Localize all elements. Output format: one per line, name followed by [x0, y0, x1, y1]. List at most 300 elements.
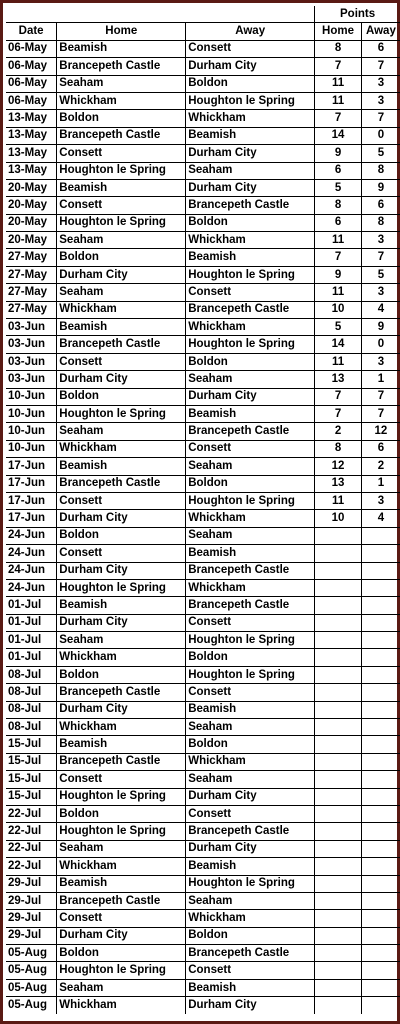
cell-points-away — [361, 927, 400, 944]
cell-points-away — [361, 701, 400, 718]
cell-points-home: 14 — [315, 336, 362, 353]
cell-date: 01-Jul — [6, 632, 57, 649]
cell-points-away — [361, 736, 400, 753]
cell-away-team: Consett — [186, 805, 315, 822]
cell-date: 24-Jun — [6, 579, 57, 596]
cell-points-away — [361, 997, 400, 1014]
table-row — [6, 197, 400, 214]
cell-away-team: Boldon — [186, 75, 315, 92]
cell-away-team: Durham City — [186, 388, 315, 405]
cell-away-team: Beamish — [186, 249, 315, 266]
cell-points-home — [315, 736, 362, 753]
cell-home-team: Brancepeth Castle — [57, 127, 186, 144]
table-row — [6, 997, 400, 1014]
cell-points-away — [361, 719, 400, 736]
cell-away-team: Consett — [186, 684, 315, 701]
cell-points-away: 3 — [361, 92, 400, 109]
cell-away-team: Durham City — [186, 997, 315, 1014]
cell-home-team: Boldon — [57, 945, 186, 962]
cell-home-team: Beamish — [57, 736, 186, 753]
cell-points-away: 1 — [361, 371, 400, 388]
cell-home-team: Seaham — [57, 632, 186, 649]
cell-away-team: Houghton le Spring — [186, 92, 315, 109]
cell-home-team: Seaham — [57, 423, 186, 440]
cell-points-away — [361, 545, 400, 562]
cell-points-home: 5 — [315, 179, 362, 196]
cell-points-home — [315, 840, 362, 857]
cell-points-home — [315, 597, 362, 614]
table-row — [6, 788, 400, 805]
table-row — [6, 458, 400, 475]
cell-away-team: Durham City — [186, 840, 315, 857]
cell-points-home: 9 — [315, 145, 362, 162]
cell-home-team: Houghton le Spring — [57, 162, 186, 179]
cell-away-team: Beamish — [186, 979, 315, 996]
table-row — [6, 319, 400, 336]
cell-home-team: Consett — [57, 353, 186, 370]
cell-points-home — [315, 614, 362, 631]
cell-points-home: 12 — [315, 458, 362, 475]
header-spacer-home — [57, 6, 186, 23]
cell-date: 03-Jun — [6, 319, 57, 336]
cell-points-home: 14 — [315, 127, 362, 144]
cell-points-away — [361, 805, 400, 822]
table-row — [6, 649, 400, 666]
cell-date: 06-May — [6, 75, 57, 92]
cell-points-home: 7 — [315, 249, 362, 266]
cell-date: 27-May — [6, 266, 57, 283]
cell-date: 15-Jul — [6, 753, 57, 770]
cell-date: 15-Jul — [6, 788, 57, 805]
cell-home-team: Consett — [57, 145, 186, 162]
cell-points-away — [361, 962, 400, 979]
cell-points-away — [361, 649, 400, 666]
table-row — [6, 840, 400, 857]
cell-home-team: Brancepeth Castle — [57, 684, 186, 701]
cell-points-home — [315, 719, 362, 736]
table-row — [6, 927, 400, 944]
cell-home-team: Seaham — [57, 232, 186, 249]
cell-points-away: 4 — [361, 301, 400, 318]
table-row — [6, 492, 400, 509]
cell-points-away: 6 — [361, 40, 400, 57]
cell-date: 24-Jun — [6, 545, 57, 562]
cell-points-away: 6 — [361, 440, 400, 457]
cell-away-team: Whickham — [186, 753, 315, 770]
cell-points-away: 7 — [361, 405, 400, 422]
cell-points-away — [361, 979, 400, 996]
cell-points-away — [361, 840, 400, 857]
cell-home-team: Consett — [57, 492, 186, 509]
cell-date: 20-May — [6, 197, 57, 214]
cell-points-away: 3 — [361, 353, 400, 370]
table-row — [6, 179, 400, 196]
cell-points-home — [315, 910, 362, 927]
cell-away-team: Durham City — [186, 179, 315, 196]
table-row — [6, 632, 400, 649]
cell-date: 22-Jul — [6, 858, 57, 875]
cell-points-away: 0 — [361, 336, 400, 353]
cell-away-team: Boldon — [186, 353, 315, 370]
cell-away-team: Beamish — [186, 127, 315, 144]
cell-away-team: Houghton le Spring — [186, 266, 315, 283]
table-row — [6, 40, 400, 57]
cell-points-home — [315, 927, 362, 944]
table-row — [6, 440, 400, 457]
cell-points-away: 8 — [361, 162, 400, 179]
cell-date: 13-May — [6, 110, 57, 127]
table-row — [6, 127, 400, 144]
cell-home-team: Durham City — [57, 266, 186, 283]
table-row — [6, 614, 400, 631]
cell-points-home: 11 — [315, 75, 362, 92]
cell-points-away — [361, 945, 400, 962]
cell-home-team: Durham City — [57, 510, 186, 527]
cell-date: 03-Jun — [6, 336, 57, 353]
cell-points-away: 7 — [361, 249, 400, 266]
cell-points-away: 9 — [361, 319, 400, 336]
table-row — [6, 527, 400, 544]
cell-points-home — [315, 579, 362, 596]
cell-home-team: Brancepeth Castle — [57, 892, 186, 909]
cell-home-team: Whickham — [57, 858, 186, 875]
table-row — [6, 736, 400, 753]
points-header: Points — [315, 6, 400, 23]
table-row — [6, 875, 400, 892]
cell-away-team: Consett — [186, 284, 315, 301]
table-row — [6, 58, 400, 75]
table-row — [6, 579, 400, 596]
cell-points-home — [315, 562, 362, 579]
table-row — [6, 684, 400, 701]
cell-away-team: Beamish — [186, 405, 315, 422]
table-row — [6, 597, 400, 614]
cell-home-team: Boldon — [57, 805, 186, 822]
cell-date: 08-Jul — [6, 666, 57, 683]
table-row — [6, 666, 400, 683]
cell-points-home — [315, 666, 362, 683]
cell-home-team: Seaham — [57, 979, 186, 996]
cell-points-home — [315, 858, 362, 875]
cell-points-home — [315, 823, 362, 840]
cell-away-team: Houghton le Spring — [186, 632, 315, 649]
header-spacer-date — [6, 6, 57, 23]
cell-points-home — [315, 892, 362, 909]
cell-away-team: Consett — [186, 440, 315, 457]
cell-home-team: Boldon — [57, 527, 186, 544]
table-row — [6, 753, 400, 770]
table-row — [6, 805, 400, 822]
cell-points-away — [361, 753, 400, 770]
cell-date: 08-Jul — [6, 701, 57, 718]
cell-points-home: 7 — [315, 58, 362, 75]
cell-points-away: 6 — [361, 197, 400, 214]
cell-points-home: 13 — [315, 475, 362, 492]
cell-date: 27-May — [6, 301, 57, 318]
cell-points-away — [361, 684, 400, 701]
cell-date: 08-Jul — [6, 684, 57, 701]
cell-away-team: Seaham — [186, 892, 315, 909]
cell-points-away: 5 — [361, 266, 400, 283]
cell-away-team: Beamish — [186, 858, 315, 875]
cell-home-team: Brancepeth Castle — [57, 336, 186, 353]
cell-home-team: Houghton le Spring — [57, 214, 186, 231]
cell-date: 15-Jul — [6, 771, 57, 788]
fixtures-body — [6, 40, 400, 1013]
cell-home-team: Whickham — [57, 719, 186, 736]
cell-points-home — [315, 649, 362, 666]
cell-away-team: Whickham — [186, 110, 315, 127]
cell-points-away: 5 — [361, 145, 400, 162]
cell-home-team: Beamish — [57, 40, 186, 57]
cell-away-team: Seaham — [186, 719, 315, 736]
table-row — [6, 371, 400, 388]
cell-date: 17-Jun — [6, 492, 57, 509]
cell-date: 22-Jul — [6, 840, 57, 857]
cell-away-team: Whickham — [186, 910, 315, 927]
cell-date: 01-Jul — [6, 614, 57, 631]
table-row — [6, 92, 400, 109]
cell-points-away — [361, 771, 400, 788]
column-header-away: Away — [186, 23, 315, 40]
cell-date: 17-Jun — [6, 458, 57, 475]
table-row — [6, 823, 400, 840]
cell-away-team: Brancepeth Castle — [186, 823, 315, 840]
cell-date: 05-Aug — [6, 962, 57, 979]
cell-points-home — [315, 962, 362, 979]
cell-away-team: Houghton le Spring — [186, 875, 315, 892]
cell-points-away: 7 — [361, 110, 400, 127]
cell-away-team: Beamish — [186, 545, 315, 562]
cell-date: 27-May — [6, 284, 57, 301]
cell-away-team: Seaham — [186, 771, 315, 788]
cell-home-team: Durham City — [57, 614, 186, 631]
cell-home-team: Houghton le Spring — [57, 962, 186, 979]
cell-points-home: 7 — [315, 405, 362, 422]
cell-away-team: Brancepeth Castle — [186, 423, 315, 440]
cell-home-team: Boldon — [57, 249, 186, 266]
cell-points-home: 11 — [315, 232, 362, 249]
cell-points-away — [361, 910, 400, 927]
cell-away-team: Seaham — [186, 371, 315, 388]
table-row — [6, 162, 400, 179]
cell-date: 13-May — [6, 162, 57, 179]
table-row — [6, 979, 400, 996]
cell-date: 22-Jul — [6, 823, 57, 840]
table-row — [6, 771, 400, 788]
cell-points-home: 7 — [315, 388, 362, 405]
cell-date: 20-May — [6, 179, 57, 196]
cell-away-team: Seaham — [186, 458, 315, 475]
cell-points-away — [361, 892, 400, 909]
cell-date: 29-Jul — [6, 910, 57, 927]
table-row — [6, 336, 400, 353]
cell-points-home — [315, 753, 362, 770]
cell-points-home — [315, 805, 362, 822]
cell-away-team: Brancepeth Castle — [186, 301, 315, 318]
cell-points-home — [315, 684, 362, 701]
cell-home-team: Houghton le Spring — [57, 823, 186, 840]
column-header-date: Date — [6, 23, 57, 40]
cell-home-team: Beamish — [57, 319, 186, 336]
cell-date: 24-Jun — [6, 562, 57, 579]
cell-points-home: 10 — [315, 510, 362, 527]
cell-points-away — [361, 614, 400, 631]
cell-date: 06-May — [6, 92, 57, 109]
table-row — [6, 301, 400, 318]
cell-points-home: 8 — [315, 440, 362, 457]
cell-away-team: Houghton le Spring — [186, 492, 315, 509]
cell-away-team: Consett — [186, 614, 315, 631]
table-row — [6, 945, 400, 962]
cell-points-home — [315, 701, 362, 718]
cell-home-team: Boldon — [57, 110, 186, 127]
cell-away-team: Houghton le Spring — [186, 666, 315, 683]
cell-date: 27-May — [6, 249, 57, 266]
cell-points-home: 10 — [315, 301, 362, 318]
cell-home-team: Durham City — [57, 701, 186, 718]
cell-away-team: Brancepeth Castle — [186, 562, 315, 579]
cell-home-team: Beamish — [57, 179, 186, 196]
cell-points-home — [315, 945, 362, 962]
cell-home-team: Boldon — [57, 388, 186, 405]
cell-points-home — [315, 997, 362, 1014]
cell-away-team: Seaham — [186, 162, 315, 179]
cell-date: 01-Jul — [6, 649, 57, 666]
cell-date: 01-Jul — [6, 597, 57, 614]
cell-away-team: Beamish — [186, 701, 315, 718]
cell-points-away: 7 — [361, 388, 400, 405]
cell-home-team: Seaham — [57, 840, 186, 857]
cell-date: 05-Aug — [6, 997, 57, 1014]
cell-away-team: Whickham — [186, 510, 315, 527]
cell-points-away: 3 — [361, 232, 400, 249]
cell-home-team: Whickham — [57, 301, 186, 318]
cell-date: 03-Jun — [6, 371, 57, 388]
cell-away-team: Boldon — [186, 649, 315, 666]
table-row — [6, 892, 400, 909]
cell-away-team: Brancepeth Castle — [186, 945, 315, 962]
cell-home-team: Beamish — [57, 597, 186, 614]
cell-points-home — [315, 545, 362, 562]
cell-away-team: Boldon — [186, 475, 315, 492]
cell-points-home: 6 — [315, 162, 362, 179]
cell-away-team: Boldon — [186, 736, 315, 753]
cell-points-home — [315, 632, 362, 649]
cell-points-home: 11 — [315, 92, 362, 109]
header-spacer-away — [186, 6, 315, 23]
table-row — [6, 423, 400, 440]
cell-points-away — [361, 788, 400, 805]
table-row — [6, 266, 400, 283]
cell-points-home: 11 — [315, 492, 362, 509]
table-row — [6, 249, 400, 266]
cell-away-team: Whickham — [186, 232, 315, 249]
cell-date: 24-Jun — [6, 527, 57, 544]
cell-home-team: Whickham — [57, 649, 186, 666]
cell-home-team: Durham City — [57, 927, 186, 944]
cell-points-away — [361, 579, 400, 596]
cell-away-team: Houghton le Spring — [186, 336, 315, 353]
table-row — [6, 145, 400, 162]
table-row — [6, 475, 400, 492]
cell-points-away: 7 — [361, 58, 400, 75]
cell-points-home: 11 — [315, 284, 362, 301]
cell-away-team: Brancepeth Castle — [186, 597, 315, 614]
cell-away-team: Whickham — [186, 319, 315, 336]
cell-points-home — [315, 788, 362, 805]
header-row-points — [6, 6, 400, 23]
cell-points-home — [315, 979, 362, 996]
cell-home-team: Boldon — [57, 666, 186, 683]
cell-date: 17-Jun — [6, 510, 57, 527]
cell-points-away: 12 — [361, 423, 400, 440]
cell-points-home — [315, 771, 362, 788]
cell-date: 08-Jul — [6, 719, 57, 736]
cell-away-team: Durham City — [186, 58, 315, 75]
table-row — [6, 858, 400, 875]
table-row — [6, 388, 400, 405]
table-row — [6, 562, 400, 579]
cell-away-team: Consett — [186, 962, 315, 979]
cell-date: 17-Jun — [6, 475, 57, 492]
table-row — [6, 510, 400, 527]
cell-points-away: 8 — [361, 214, 400, 231]
table-row — [6, 962, 400, 979]
cell-points-home: 5 — [315, 319, 362, 336]
column-header-home: Home — [57, 23, 186, 40]
cell-date: 10-Jun — [6, 388, 57, 405]
cell-date: 10-Jun — [6, 423, 57, 440]
cell-home-team: Durham City — [57, 562, 186, 579]
table-header — [6, 6, 400, 40]
cell-away-team: Brancepeth Castle — [186, 197, 315, 214]
cell-date: 05-Aug — [6, 979, 57, 996]
cell-home-team: Beamish — [57, 875, 186, 892]
cell-points-home — [315, 875, 362, 892]
cell-date: 10-Jun — [6, 440, 57, 457]
cell-points-away — [361, 562, 400, 579]
cell-points-home: 2 — [315, 423, 362, 440]
cell-away-team: Durham City — [186, 788, 315, 805]
cell-points-away — [361, 823, 400, 840]
cell-points-away — [361, 597, 400, 614]
cell-date: 06-May — [6, 40, 57, 57]
table-row — [6, 910, 400, 927]
cell-date: 15-Jul — [6, 736, 57, 753]
cell-points-home: 13 — [315, 371, 362, 388]
table-row — [6, 214, 400, 231]
cell-home-team: Brancepeth Castle — [57, 753, 186, 770]
cell-points-away — [361, 875, 400, 892]
table-row — [6, 405, 400, 422]
table-row — [6, 232, 400, 249]
cell-points-away: 9 — [361, 179, 400, 196]
cell-points-home: 7 — [315, 110, 362, 127]
cell-date: 22-Jul — [6, 805, 57, 822]
cell-date: 29-Jul — [6, 892, 57, 909]
cell-date: 13-May — [6, 127, 57, 144]
cell-home-team: Brancepeth Castle — [57, 58, 186, 75]
cell-date: 29-Jul — [6, 875, 57, 892]
cell-date: 03-Jun — [6, 353, 57, 370]
cell-points-away: 0 — [361, 127, 400, 144]
cell-points-home: 8 — [315, 197, 362, 214]
cell-points-away: 4 — [361, 510, 400, 527]
cell-home-team: Seaham — [57, 75, 186, 92]
cell-away-team: Whickham — [186, 579, 315, 596]
cell-points-away: 3 — [361, 75, 400, 92]
